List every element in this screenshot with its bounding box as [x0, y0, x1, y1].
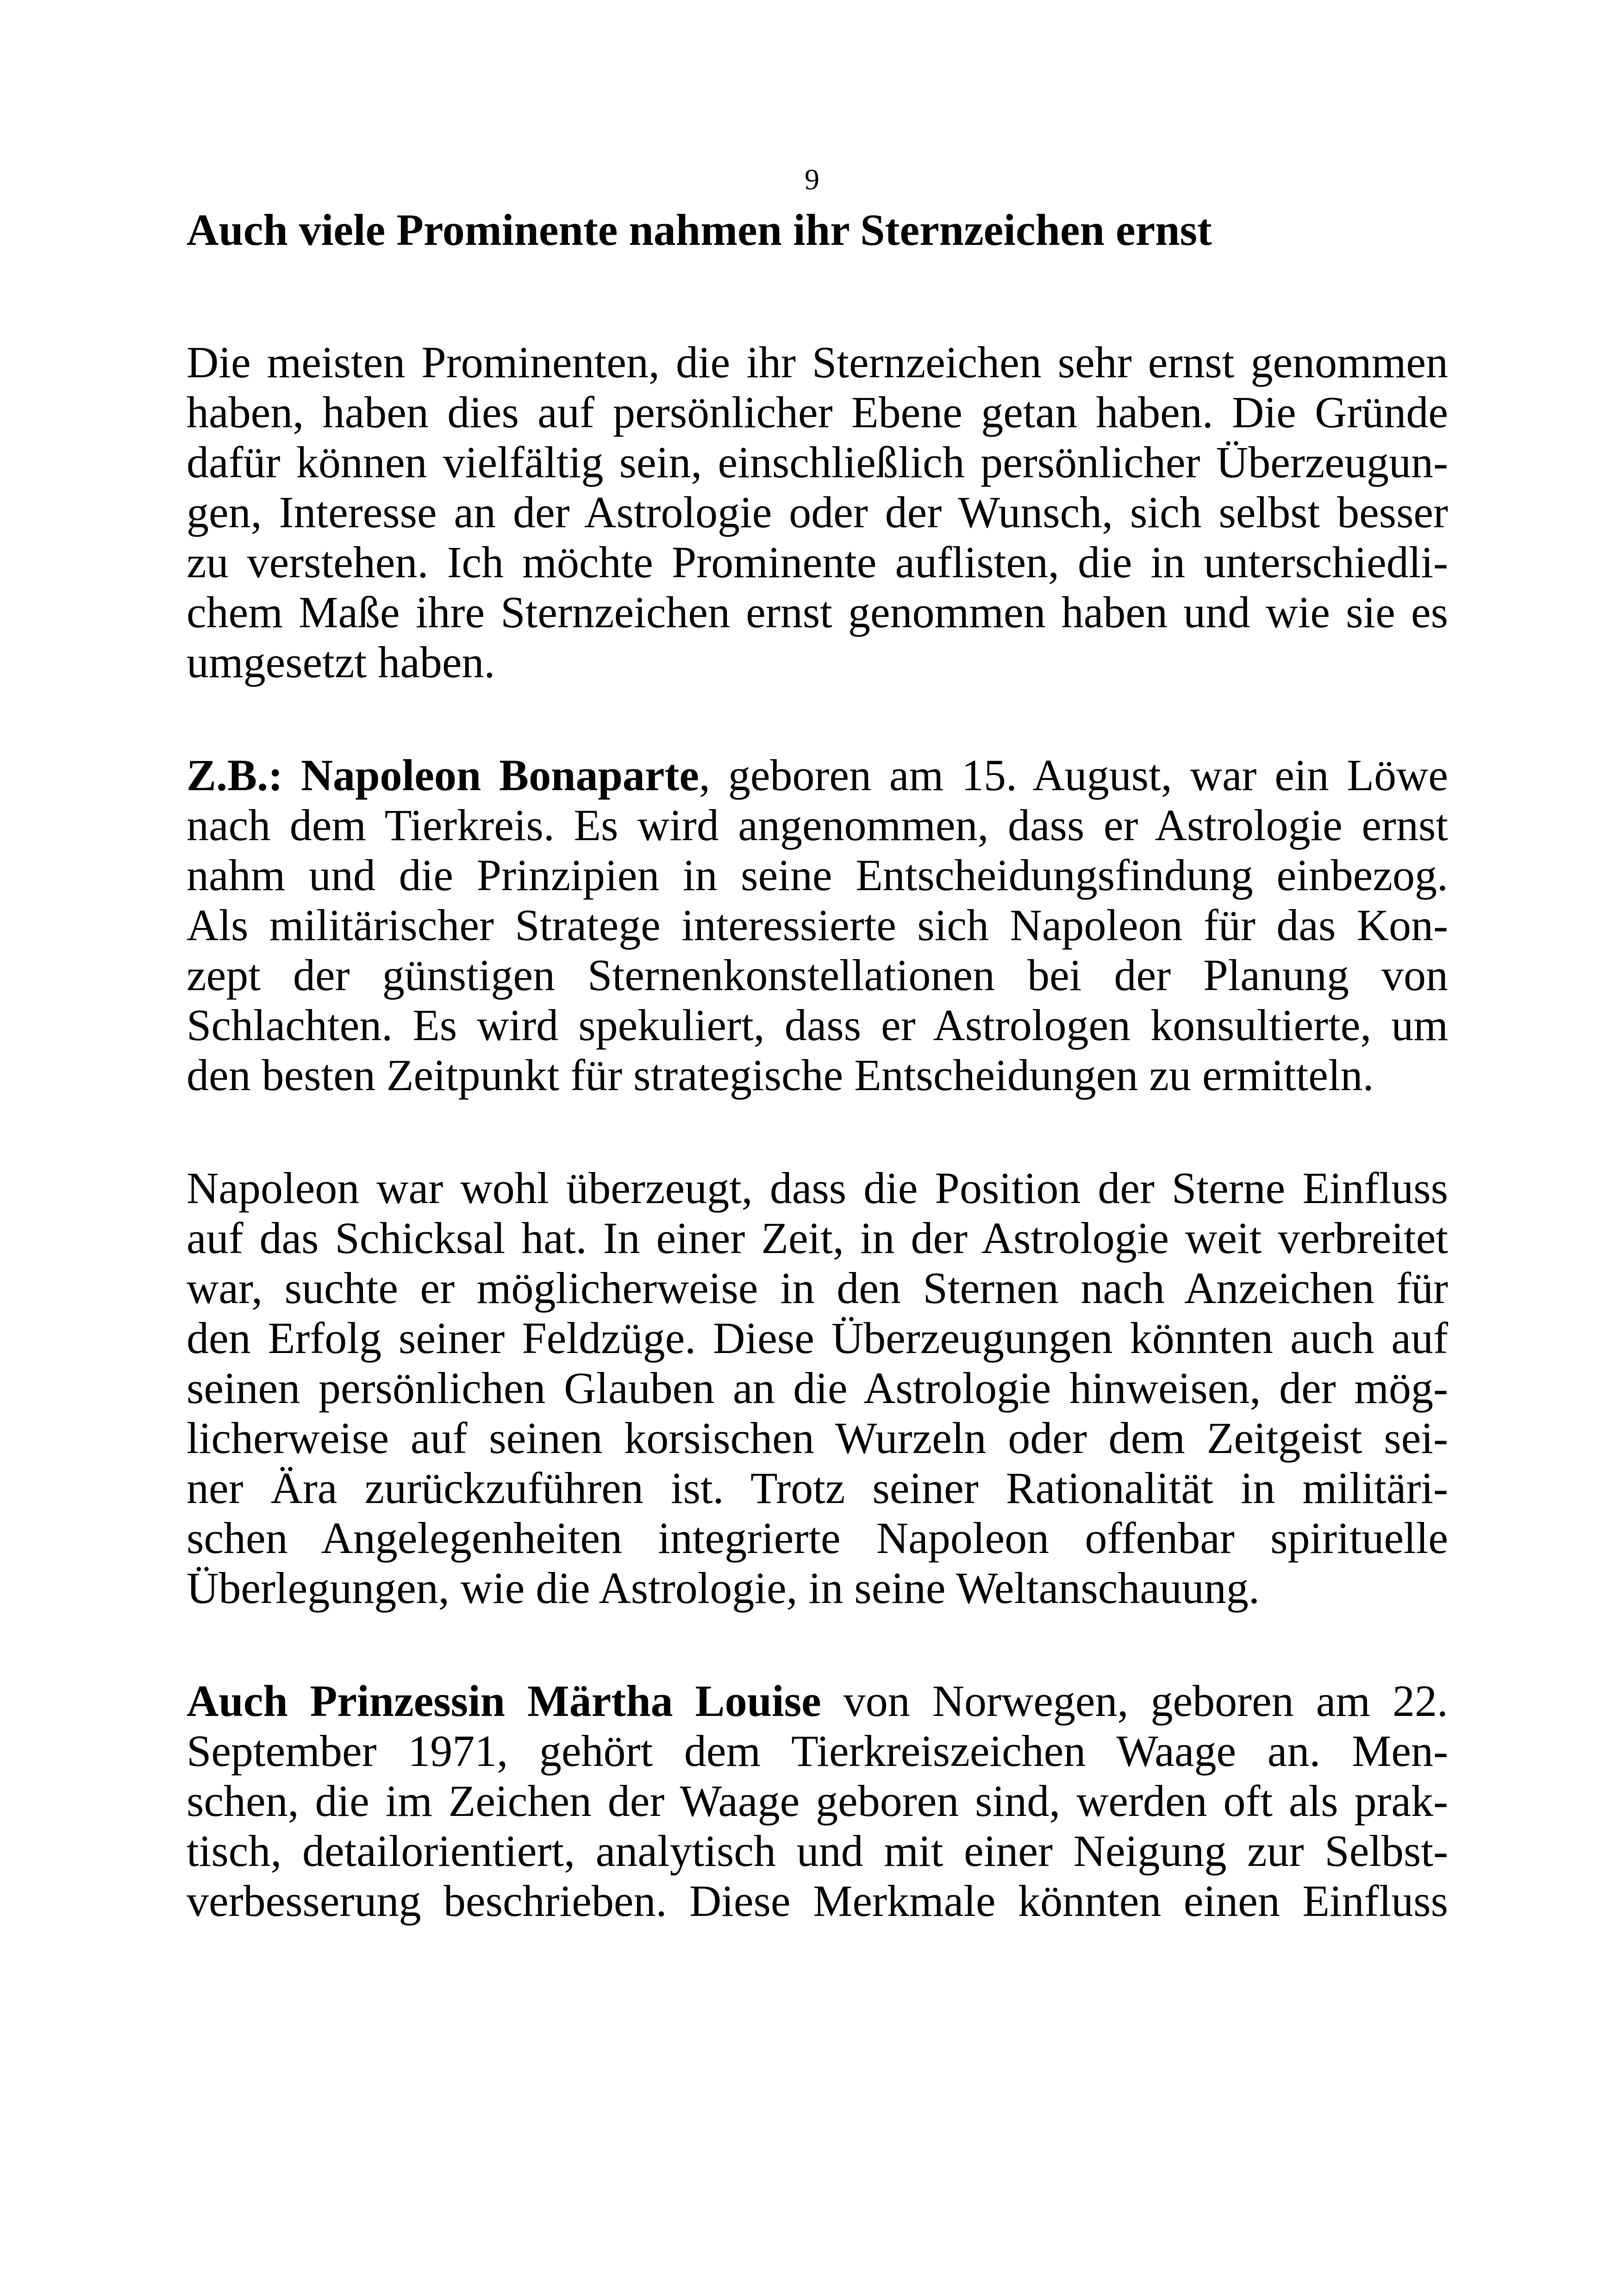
paragraph-1-line-1: Die meisten Prominenten, die ihr Sternzeichen sehr ernst genommen — [187, 337, 1448, 387]
paragraph-4-line-2: September 1971, gehört dem Tierkreiszeichen Waage an. Men- — [187, 1726, 1448, 1776]
paragraph-1-line-4: gen, Interesse an der Astrologie oder der Wunsch, sich selbst besser — [187, 487, 1448, 537]
paragraph-1-line-7: umgesetzt haben. — [187, 637, 495, 687]
page-number: 9 — [805, 163, 819, 196]
paragraph-3-line-7: ner Ära zurückzuführen ist. Trotz seiner Rationalität in militäri- — [187, 1463, 1448, 1513]
paragraph-3-line-9: Überlegungen, wie die Astrologie, in seine Weltanschauung. — [187, 1563, 1260, 1613]
paragraph-3-line-2: auf das Schicksal hat. In einer Zeit, in der Astrologie weit verbreitet — [187, 1213, 1448, 1263]
paragraph-1-line-3: dafür können vielfältig sein, einschließlich persönlicher Überzeugun- — [187, 437, 1448, 487]
paragraph-1-line-6: chem Maße ihre Sternzeichen ernst genommen haben und wie sie es — [187, 587, 1448, 637]
paragraph-4-line-5: verbesserung beschrieben. Diese Merkmale könnten einen Einfluss — [187, 1876, 1448, 1926]
paragraph-2-line-2: nach dem Tierkreis. Es wird angenommen, dass er Astrologie ernst — [187, 800, 1448, 850]
napoleon-name-bold: Z.B.: Napoleon Bonaparte — [187, 750, 700, 800]
paragraph-2-line-7: den besten Zeitpunkt für strategische Entscheidungen zu ermitteln. — [187, 1050, 1374, 1100]
paragraph-1-line-5: zu verstehen. Ich möchte Prominente auflisten, die in unterschiedli- — [187, 537, 1448, 587]
paragraph-2-line-6: Schlachten. Es wird spekuliert, dass er Astrologen konsultierte, um — [187, 1000, 1448, 1050]
section-heading: Auch viele Prominente nahmen ihr Sternzeichen ernst — [187, 205, 1212, 255]
paragraph-3-line-8: schen Angelegenheiten integrierte Napoleon offenbar spirituelle — [187, 1513, 1448, 1563]
paragraph-3-line-1: Napoleon war wohl überzeugt, dass die Position der Sterne Einfluss — [187, 1163, 1448, 1213]
paragraph-4-line-1 — [187, 1673, 1448, 1729]
paragraph-4-line-3: schen, die im Zeichen der Waage geboren sind, werden oft als prak- — [187, 1776, 1448, 1826]
paragraph-2-line-5: zept der günstigen Sternenkonstellationen bei der Planung von — [187, 950, 1448, 1000]
paragraph-3-line-4: den Erfolg seiner Feldzüge. Diese Überzeugungen könnten auch auf — [187, 1313, 1448, 1363]
maertha-louise-name-bold: Auch Prinzessin Märtha Louise — [187, 1676, 821, 1726]
paragraph-2-lead-text: , geboren am 15. August, war ein Löwe — [699, 750, 1449, 800]
paragraph-3-line-5: seinen persönlichen Glauben an die Astrologie hinweisen, der mög- — [187, 1363, 1448, 1413]
paragraph-2-line-1 — [187, 747, 1448, 804]
paragraph-3-line-6: licherweise auf seinen korsischen Wurzeln oder dem Zeitgeist sei- — [187, 1413, 1448, 1463]
paragraph-2-line-4: Als militärischer Stratege interessierte sich Napoleon für das Kon- — [187, 900, 1448, 950]
paragraph-1-line-2: haben, haben dies auf persönlicher Ebene getan haben. Die Gründe — [187, 387, 1448, 437]
paragraph-4-line-4: tisch, detailorientiert, analytisch und mit einer Neigung zur Selbst- — [187, 1826, 1448, 1876]
paragraph-4-lead-text: von Norwegen, geboren am 22. — [821, 1676, 1449, 1726]
paragraph-3-line-3: war, suchte er möglicherweise in den Sternen nach Anzeichen für — [187, 1263, 1448, 1313]
paragraph-2-line-3: nahm und die Prinzipien in seine Entscheidungsfindung einbezog. — [187, 850, 1448, 900]
